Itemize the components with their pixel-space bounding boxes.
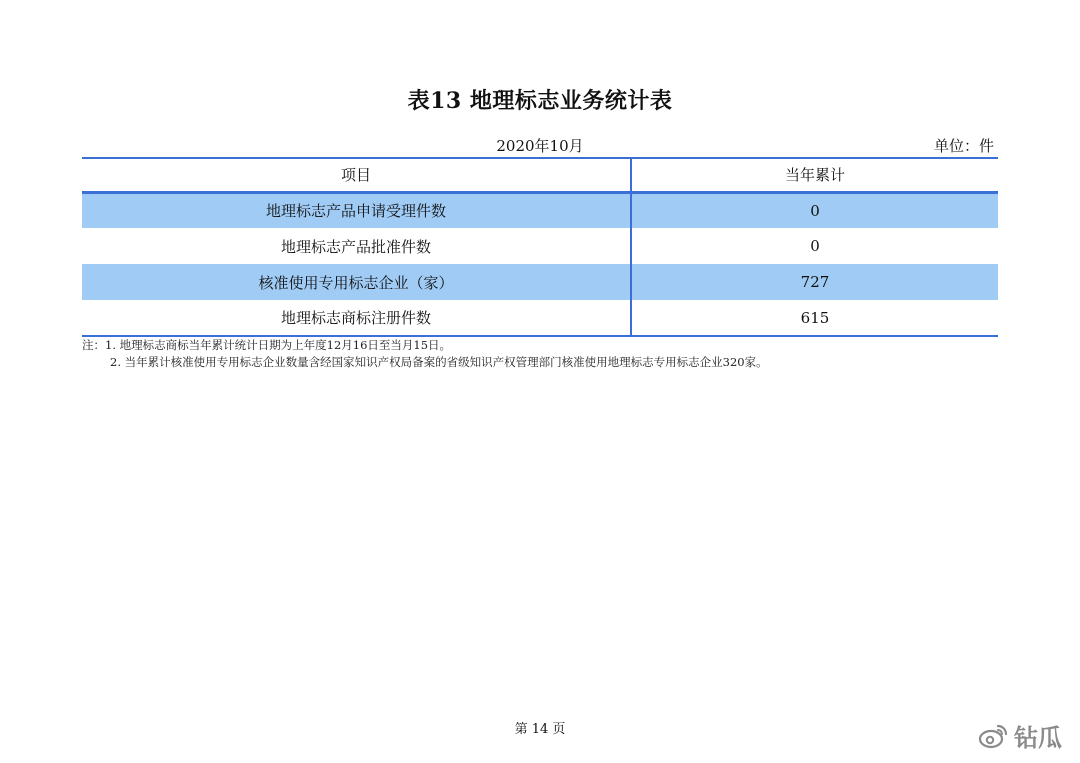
table-header-row [82, 158, 998, 192]
watermark [978, 718, 1062, 753]
unit-label: 单位：件 [933, 137, 994, 155]
report-period: 2020年10月 [496, 137, 584, 155]
row-value: 0 [631, 192, 998, 228]
row-label: 核准使用专用标志企业（家） [82, 264, 631, 300]
row-label: 地理标志产品批准件数 [82, 228, 631, 264]
page-number: 第 14 页 [514, 722, 566, 737]
header-item: 项目 [82, 158, 631, 192]
table-row [82, 228, 998, 264]
note-1: 注：1. 地理标志商标当年累计统计日期为上年度12月16日至当月15日。 [82, 338, 452, 352]
row-value: 727 [631, 264, 998, 300]
row-value: 0 [810, 237, 820, 255]
note-2: 2. 当年累计核准使用专用标志企业数量含经国家知识产权局备案的省级知识产权管理部门核准使用地理标志专用标志企业320家。 [110, 355, 768, 369]
table-row [82, 192, 998, 228]
row-value: 615 [631, 300, 998, 336]
statistics-table [82, 157, 998, 337]
weibo-icon [978, 723, 1008, 749]
table-row [82, 300, 998, 336]
table-row [82, 264, 998, 300]
header-cumulative: 当年累计 [631, 158, 998, 192]
table-notes [82, 337, 768, 371]
watermark-text: 钻瓜 [1014, 724, 1062, 752]
row-label: 地理标志商标注册件数 [82, 300, 631, 336]
table-title: 表13 地理标志业务统计表 [407, 88, 673, 114]
row-label: 地理标志产品申请受理件数 [82, 192, 631, 228]
